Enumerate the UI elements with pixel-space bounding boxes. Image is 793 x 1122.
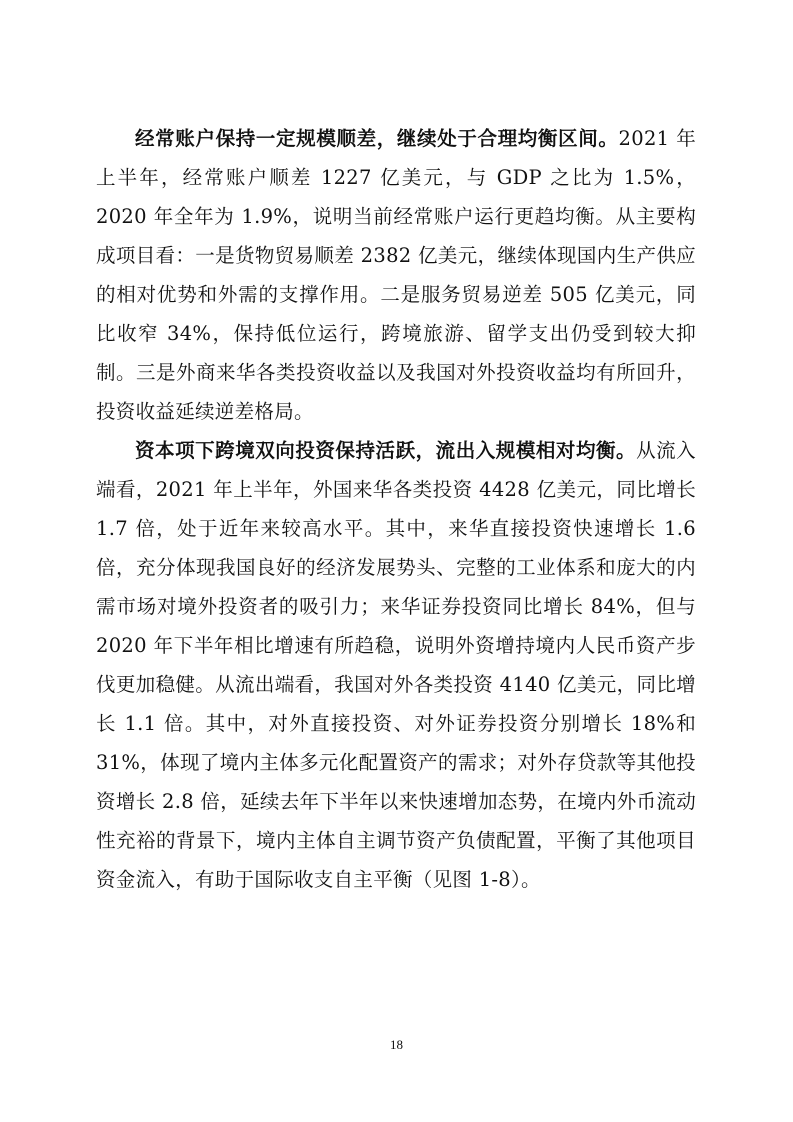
paragraph-lead-heading: 资本项下跨境双向投资保持活跃，流出入规模相对均衡。	[135, 439, 637, 462]
paragraph-body: 2021 年上半年，经常账户顺差 1227 亿美元，与 GDP 之比为 1.5%，2020 年全年为 1.9%，说明当前经常账户运行更趋均衡。从主要构成项目看：一是货物贸易顺差 2382 亿美元，继续体现国内生产供应的相对优势和外需的支撑作用。二是服务贸易逆差 505 亿美元，同比收窄 34%，保持低位运行，跨境旅游、留学支出仍受到较大抑制。三是外商来华各类投资收益以及我国对外投资收益均有所回升，投资收益延续逆差格局。	[96, 127, 697, 423]
paragraph-lead-heading: 经常账户保持一定规模顺差，继续处于合理均衡区间。	[135, 127, 619, 150]
body-text	[96, 119, 696, 899]
paragraph-current-account	[96, 119, 696, 431]
paragraph-capital-account	[96, 431, 696, 899]
paragraph-body: 从流入端看，2021 年上半年，外国来华各类投资 4428 亿美元，同比增长 1.7 倍，处于近年来较高水平。其中，来华直接投资快速增长 1.6 倍，充分体现我国良好的经济发展势头、完整的工业体系和庞大的内需市场对境外投资者的吸引力；来华证券投资同比增长 84%，但与 2020 年下半年相比增速有所趋稳，说明外资增持境内人民币资产步伐更加稳健。从流出端看，我国对外各类投资 4140 亿美元，同比增长 1.1 倍。其中，对外直接投资、对外证券投资分别增长 18%和 31%，体现了境内主体多元化配置资产的需求；对外存贷款等其他投资增长 2.8 倍，延续去年下半年以来快速增加态势，在境内外币流动性充裕的背景下，境内主体自主调节资产负债配置，平衡了其他项目资金流入，有助于国际收支自主平衡（见图 1-8）。	[96, 439, 696, 891]
page-number: 18	[390, 1037, 403, 1052]
